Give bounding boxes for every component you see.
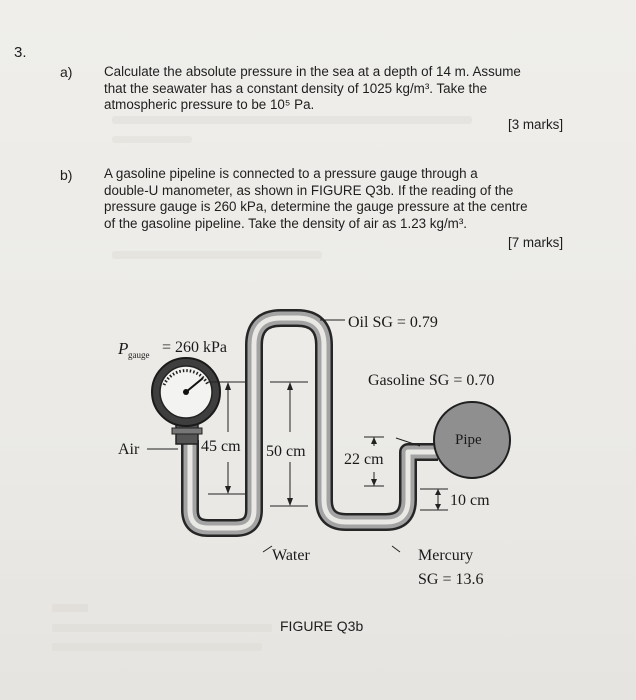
p-gauge-sub: gauge xyxy=(128,350,150,360)
dim-10-label: 10 cm xyxy=(450,492,490,509)
p-gauge-symbol: P xyxy=(118,339,129,358)
figure-caption: FIGURE Q3b xyxy=(280,618,364,634)
p-gauge-value: = 260 kPa xyxy=(162,339,228,356)
part-a-label: a) xyxy=(60,64,73,80)
mercury-label: Mercury xyxy=(418,547,474,564)
dim-45-label: 45 cm xyxy=(201,438,241,455)
part-a-line-1: Calculate the absolute pressure in the sea at a depth of 14 m. Assume xyxy=(104,64,521,79)
pressure-gauge-icon xyxy=(152,358,220,426)
part-b-line-2: double-U manometer, as shown in FIGURE Q3b. If the reading of the xyxy=(104,182,514,198)
manometer-tube xyxy=(190,318,438,528)
pipe-label: Pipe xyxy=(455,432,482,448)
question-number: 3. xyxy=(14,44,27,61)
dim-50-label: 50 cm xyxy=(266,443,306,460)
water-label: Water xyxy=(272,547,310,564)
part-b-line-4: of the gasoline pipeline. Take the density of air as 1.23 kg/m³. xyxy=(104,215,468,231)
dim-22-label: 22 cm xyxy=(344,451,384,468)
bleed-through-bottom-2 xyxy=(52,624,272,632)
part-a-line-3: atmospheric pressure to be 10⁵ Pa. xyxy=(104,97,315,112)
part-b-line-3: pressure gauge is 260 kPa, determine the gauge pressure at the centre xyxy=(104,199,528,214)
part-a-line-2: that the seawater has a constant density of 1025 kg/m³. Take the xyxy=(104,80,488,96)
mercury-sg-label: SG = 13.6 xyxy=(418,571,484,588)
oil-label: Oil SG = 0.79 xyxy=(348,314,438,331)
gasoline-label: Gasoline SG = 0.70 xyxy=(368,372,495,389)
bleed-through-bottom-3 xyxy=(52,643,262,651)
part-b-label: b) xyxy=(60,167,73,183)
part-b-marks: [7 marks] xyxy=(508,235,564,250)
part-a-marks: [3 marks] xyxy=(508,117,564,132)
bleed-through-bottom xyxy=(52,604,88,612)
air-label: Air xyxy=(118,441,140,458)
part-b-line-1: A gasoline pipeline is connected to a pressure gauge through a xyxy=(104,166,478,181)
